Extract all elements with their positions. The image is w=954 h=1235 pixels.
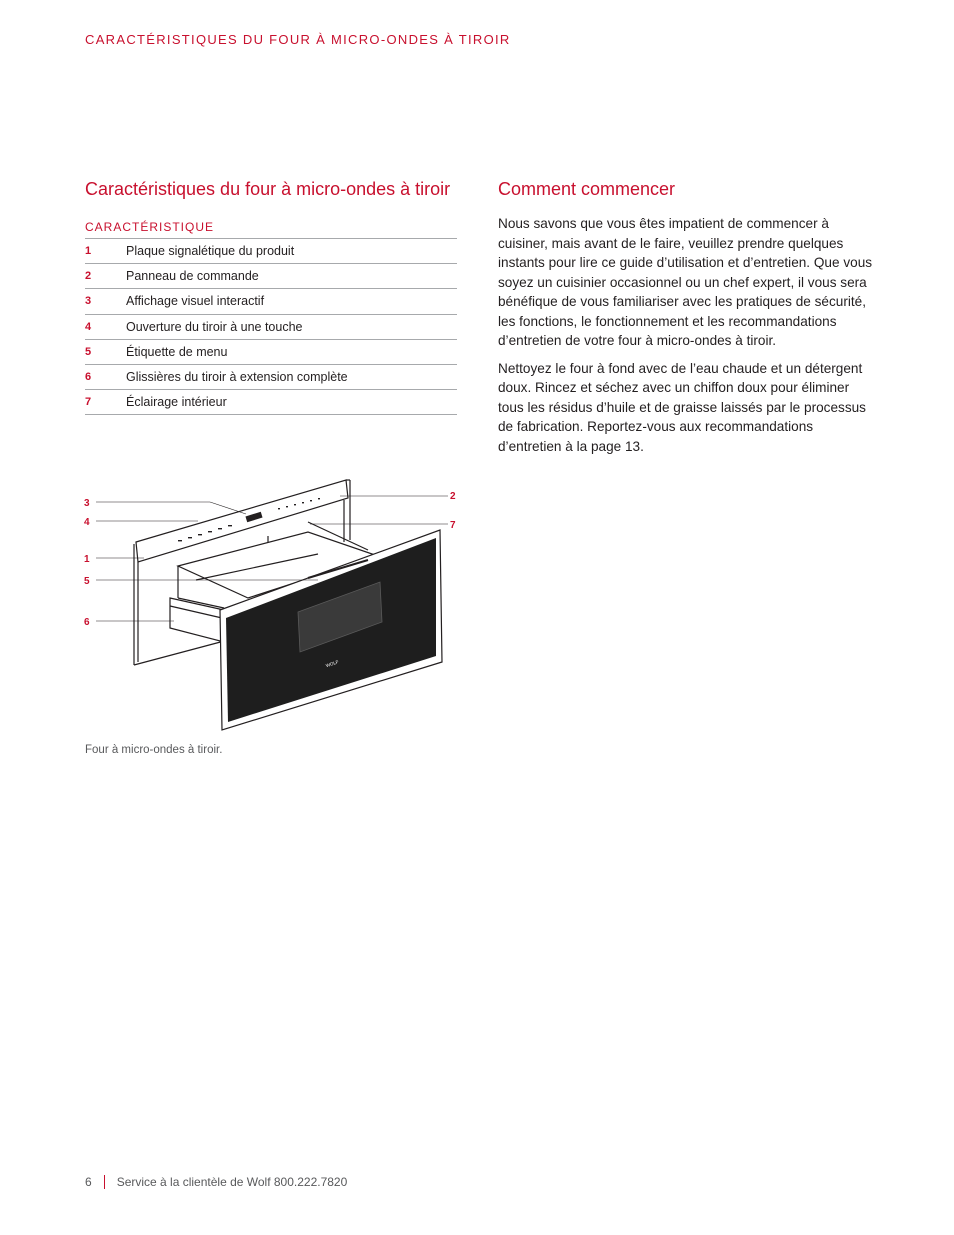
table-row: [85, 289, 457, 314]
getting-started-title: Comment commencer: [498, 179, 676, 199]
getting-started-section: [498, 178, 876, 464]
figure-caption: Four à micro-ondes à tiroir.: [85, 744, 223, 756]
feature-label: Étiquette de menu: [126, 344, 228, 359]
paragraph: Nous savons que vous êtes impatient de commencer à cuisiner, mais avant de le faire, veuillez prendre quelques instants pour lire ce guide d’utilisation et d’entretien. Que vous soyez un cuisinier occasionnel ou un chef expert, il vous sera bénéfique de vous familiariser avec les pratiques de sécurité, les fonctions, le fonctionnement et les recommandations d’entretien de votre four à micro-ondes à tiroir.: [498, 216, 873, 348]
feature-number: 6: [85, 371, 92, 384]
table-row: [85, 315, 457, 340]
callout-4: 4: [84, 517, 90, 528]
callout-2: 2: [450, 491, 456, 502]
feature-label: Plaque signalétique du produit: [126, 244, 295, 259]
feature-number: 7: [85, 396, 92, 409]
brand-mark: WOLF: [325, 659, 340, 669]
table-row: [85, 365, 457, 390]
feature-number: 3: [85, 295, 92, 308]
table-row: [85, 264, 457, 289]
running-head: CARACTÉRISTIQUES DU FOUR À MICRO-ONDES À TIROIR: [85, 32, 511, 47]
features-column-header: CARACTÉRISTIQUE: [85, 220, 457, 239]
feature-number: 4: [85, 320, 92, 333]
table-row: [85, 239, 457, 264]
feature-label: Affichage visuel interactif: [126, 294, 265, 309]
callout-3: 3: [84, 498, 90, 509]
table-row: [85, 390, 457, 415]
feature-label: Panneau de commande: [126, 269, 259, 284]
microwave-drawer-illustration: [78, 470, 478, 740]
features-section: [85, 178, 457, 415]
table-row: [85, 340, 457, 365]
feature-number: 1: [85, 245, 92, 258]
feature-number: 5: [85, 345, 92, 358]
features-table: [85, 239, 457, 415]
service-text: Service à la clientèle de Wolf 800.222.7820: [116, 1175, 348, 1189]
page-number: 6: [85, 1175, 92, 1189]
feature-label: Éclairage intérieur: [126, 395, 227, 410]
page-footer: [85, 1175, 347, 1189]
callout-1: 1: [84, 554, 90, 565]
feature-number: 2: [85, 270, 92, 283]
paragraph: Nettoyez le four à fond avec de l’eau chaude et un détergent doux. Rincez et séchez avec un chiffon doux pour éliminer tous les résidus d’huile et de graisse laissés par le processus de fabrication. Reportez-vous aux recommandations d’entretien à la page 13.: [498, 360, 866, 454]
footer-divider: [104, 1175, 105, 1189]
getting-started-body: [498, 214, 876, 456]
feature-label: Ouverture du tiroir à une touche: [126, 319, 303, 334]
callout-7: 7: [450, 520, 456, 531]
features-title: Caractéristiques du four à micro-ondes à tiroir: [85, 179, 451, 199]
feature-label: Glissières du tiroir à extension complète: [126, 370, 348, 385]
callout-6: 6: [84, 617, 90, 628]
callout-5: 5: [84, 576, 90, 587]
